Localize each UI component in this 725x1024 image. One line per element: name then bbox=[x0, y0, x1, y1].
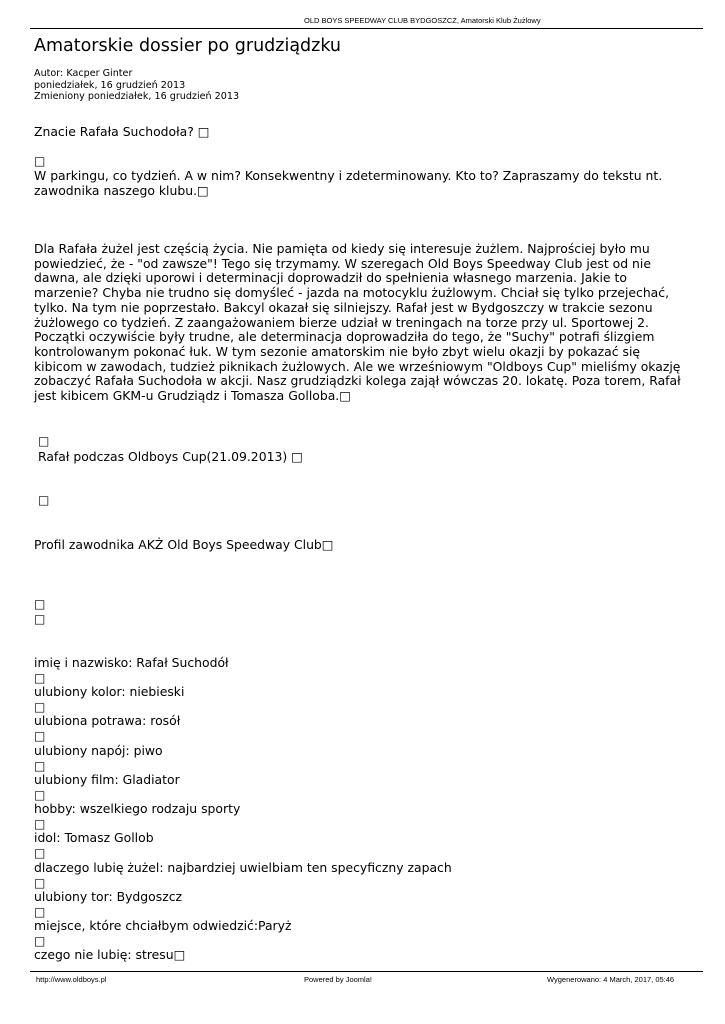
box-glyph: □ bbox=[38, 434, 50, 448]
profile-track: ulubiony tor: Bydgoszcz bbox=[34, 889, 183, 904]
profile-heading: Profil zawodnika AKŻ Old Boys Speedway Club□ bbox=[34, 537, 334, 552]
box-glyph: □ bbox=[34, 817, 46, 831]
profile-name: imię i nazwisko: Rafał Suchodół bbox=[34, 655, 229, 670]
photo-caption: Rafał podczas Oldboys Cup(21.09.2013) □ bbox=[38, 449, 303, 464]
box-glyph: □ bbox=[34, 788, 46, 802]
box-glyph: □ bbox=[34, 905, 46, 919]
box-glyph: □ bbox=[34, 934, 46, 948]
profile-idol: idol: Tomasz Gollob bbox=[34, 830, 154, 845]
profile-hobby: hobby: wszelkiego rodzaju sporty bbox=[34, 801, 241, 816]
main-paragraph: Dla Rafała żużel jest częścią życia. Nie pamięta od kiedy się interesuje żużlem. Najprościej było mu powiedzieć, że - "od zawsze"! Tego się trzymamy. W szeregach Old Boys Speedway Club jest od nie dawna, ale dzięki uporowi i determinacji doprowadził do spełnienia własnego marzenia. Jakie to marzenie? Chyba nie trudno się domyśleć - jazda na motocyklu żużlowym. Chciał się tylko przejechać, tylko. Na tym nie poprzestało. Bakcyl okazał się silniejszy. Rafał jest w Bydgoszczy w trakcie sezonu żużlowego co tydzień. Z zaangażowaniem bierze udział w treningach na torze przy ul. Sportowej 2. Początki oczywiście były trudne, ale determinacja doprowadziła do tego, że "Suchy" potrafi ślizgiem kontrolowanym pokonać łuk. W tym sezonie amatorskim nie było zbyt wielu okazji by pokazać się kibicom w zawodach, tudzież piknikach żużlowych. Ale we wrześniowym "Oldboys Cup" mieliśmy okazję zobaczyć Rafała Suchodoła w akcji. Nasz grudziądzki kolega zajął wówczas 20. lokatę. Poza torem, Rafał jest kibicem GKM-u Grudziądz i Tomasza Golloba.□ bbox=[34, 241, 681, 404]
created-date: poniedziałek, 16 grudzień 2013 bbox=[34, 79, 186, 91]
box-glyph: □ bbox=[34, 597, 46, 611]
question-line: Znacie Rafała Suchodoła? □ bbox=[34, 124, 210, 139]
profile-why-speedway: dlaczego lubię żużel: najbardziej uwielbiam ten specyficzny zapach bbox=[34, 860, 452, 875]
footer-divider bbox=[30, 971, 703, 972]
profile-film: ulubiony film: Gladiator bbox=[34, 772, 180, 787]
page-header bbox=[0, 14, 725, 28]
site-name: OLD BOYS SPEEDWAY CLUB BYDGOSZCZ, Amatorski Klub Żużlowy bbox=[304, 16, 541, 25]
box-glyph: □ bbox=[34, 700, 46, 714]
article-meta bbox=[34, 68, 239, 103]
footer-url: http://www.oldboys.pl bbox=[36, 975, 107, 984]
header-divider bbox=[30, 28, 703, 29]
box-glyph: □ bbox=[34, 846, 46, 860]
footer-generated: Wygenerowano: 4 March, 2017, 05:46 bbox=[547, 975, 675, 984]
profile-dislike: czego nie lubię: stresu□ bbox=[34, 947, 186, 962]
box-glyph: □ bbox=[34, 759, 46, 773]
intro-paragraph: W parkingu, co tydzień. A w nim? Konsekwentny i zdeterminowany. Kto to? Zapraszamy do tekstu nt. zawodnika naszego klubu.□ bbox=[34, 168, 663, 198]
profile-food: ulubiona potrawa: rosół bbox=[34, 713, 181, 728]
box-glyph: □ bbox=[34, 154, 46, 168]
box-glyph: □ bbox=[34, 671, 46, 685]
box-glyph: □ bbox=[38, 493, 50, 507]
box-glyph: □ bbox=[34, 612, 46, 626]
profile-place: miejsce, które chciałbym odwiedzić:Paryż bbox=[34, 918, 292, 933]
footer-powered: Powered by Joomla! bbox=[304, 975, 372, 984]
article-title: Amatorskie dossier po grudziądzku bbox=[34, 36, 342, 56]
author-line: Autor: Kacper Ginter bbox=[34, 68, 133, 79]
profile-color: ulubiony kolor: niebieski bbox=[34, 684, 185, 699]
box-glyph: □ bbox=[34, 876, 46, 890]
profile-drink: ulubiony napój: piwo bbox=[34, 743, 163, 758]
box-glyph: □ bbox=[34, 729, 46, 743]
modified-date: Zmieniony poniedziałek, 16 grudzień 2013 bbox=[34, 91, 240, 102]
